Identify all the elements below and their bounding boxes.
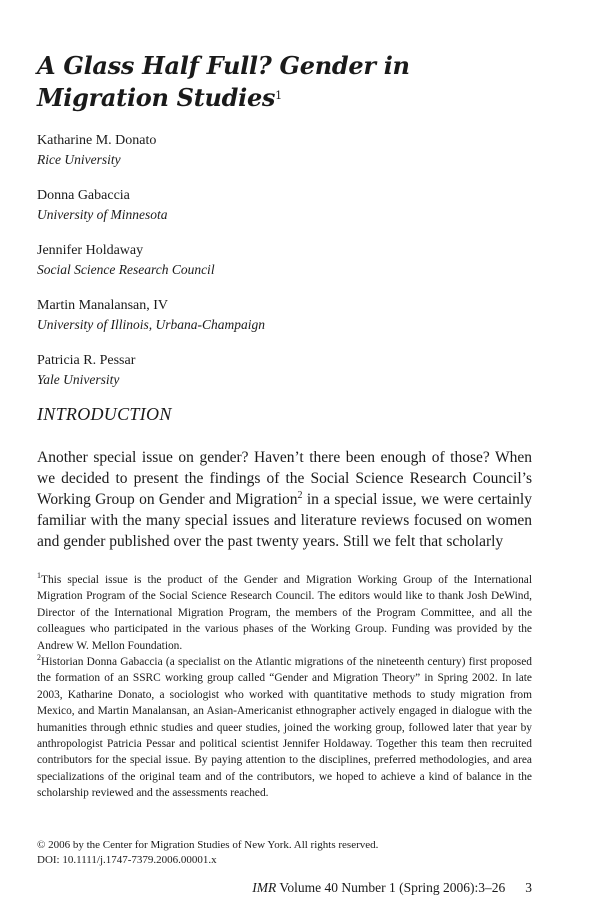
footnotes (37, 572, 532, 802)
volume-citation: Volume 40 Number 1 (Spring 2006):3–26 (276, 880, 506, 895)
author-name: Katharine M. Donato (37, 133, 157, 148)
author-affiliation: University of Minnesota (37, 207, 168, 222)
author-name: Martin Manalansan, IV (37, 298, 169, 313)
author-affiliation: Yale University (37, 372, 120, 387)
article-title-text: A Glass Half Full? Gender in Migration Studies (37, 51, 410, 112)
copyright-line: © 2006 by the Center for Migration Studies of New York. All rights reserved. (37, 839, 379, 851)
body-paragraph (37, 447, 532, 552)
title-footnote-marker[interactable]: 1 (275, 89, 282, 102)
journal-page (37, 0, 532, 922)
page-number: 3 (525, 880, 532, 895)
footnote-1 (37, 572, 532, 654)
author-affiliation: University of Illinois, Urbana-Champaign (37, 317, 265, 332)
author-name: Donna Gabaccia (37, 188, 130, 203)
footnote-mark: 2 (37, 653, 41, 663)
footnote-text: This special issue is the product of the Gender and Migration Working Group of the International Migration Program of the Social Science Research Council. The editors would like to thank Josh DeWind, Director of the International Migration Program, the members of the Program Committee, and all the colleagues who participated in the various phases of the Working Group. Funding was provided by the Andrew W. Mellon Foundation. (37, 574, 532, 652)
author-block (37, 296, 265, 351)
author-list (37, 131, 265, 406)
body-text-start: Another special issue on gender? Haven’t there been enough of those? When we decided to present the findings of the Social Science Research Council’s Working Group on Gender and Migration (37, 449, 532, 508)
footnote-text: Historian Donna Gabaccia (a specialist on the Atlantic migrations of the nineteenth century) first proposed the formation of an SSRC working group called “Gender and Migration Theory” in Spring 2002. In late 2003, Katharine Donato, a sociologist who worked with quantitative methods to study migration from Mexico, and Martin Manalansan, an Asian-Americanist ethnographer actively engaged in dialogue with the humanities through ethnic studies and queer studies, joined the working group, followed later that year by anthropologist Patricia Pessar and political scientist Jennifer Holdaway. Together this team then recruited contributors for the special issue. By paying attention to the disciplines, preferred methodologies, and area specializations of the original team and of the contributors, we hoped to achieve a kind of balance in the scholarship reviewed and the assessments reached. (37, 656, 532, 800)
journal-abbrev: IMR (252, 880, 277, 895)
author-block (37, 351, 265, 406)
running-footer (252, 880, 532, 896)
section-heading-introduction: INTRODUCTION (37, 404, 172, 424)
author-name: Patricia R. Pessar (37, 353, 136, 368)
article-title (37, 50, 537, 114)
body-footnote-marker[interactable]: 2 (297, 489, 303, 501)
author-affiliation: Social Science Research Council (37, 262, 215, 277)
author-block (37, 241, 265, 296)
body-text-end: in a special issue, we were certainly familiar with the many special issues and literature reviews focused on women and gender published over the past twenty years. Still we felt that scholarly (37, 491, 532, 550)
author-block (37, 186, 265, 241)
footnote-2 (37, 654, 532, 802)
author-affiliation: Rice University (37, 152, 121, 167)
footnote-mark: 1 (37, 571, 41, 581)
doi-line[interactable]: DOI: 10.1111/j.1747-7379.2006.00001.x (37, 854, 217, 866)
author-name: Jennifer Holdaway (37, 243, 144, 258)
author-block (37, 131, 265, 186)
copyright-block (37, 838, 532, 868)
